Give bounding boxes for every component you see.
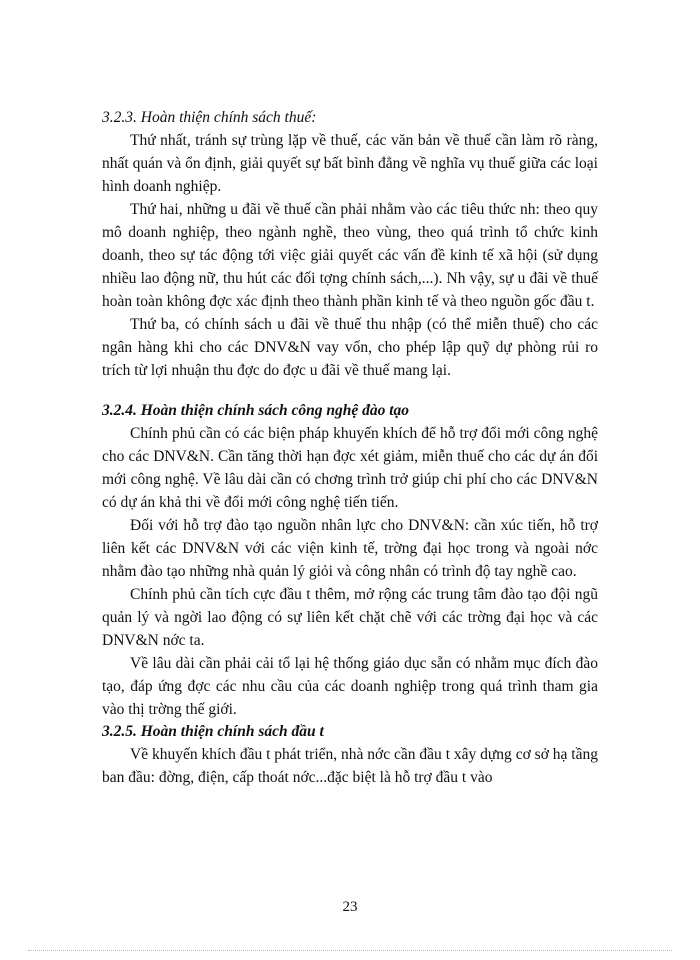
- paragraph: Thứ ba, có chính sách u đãi về thuế thu nhập (có thể miễn thuế) cho các ngân hàng khi cho các DNV&N vay vốn, cho phép lập quỹ dự phòng rủi ro trích từ lợi nhuận thu đợc do đợc u đãi về thuế mang lại.: [102, 316, 598, 379]
- paragraph: Thứ hai, những u đãi về thuế cần phải nhằm vào các tiêu thức nh: theo quy mô doanh nghiệp, theo ngành nghề, theo vùng, theo quá trình tổ chức kinh doanh, theo sự tác động tới việc giải quyết các vấn đề kinh tế xã hội (sử dụng nhiều lao động nữ, thu hút các đối tợng chính sách,...). Nh vậy, sự u đãi về thuế hoàn toàn không đợc xác định theo thành phần kinh tế và theo nguồn gốc đầu t.: [102, 201, 598, 310]
- page-content: [102, 107, 598, 789]
- paragraph: Đối với hỗ trợ đào tạo nguồn nhân lực cho DNV&N: cần xúc tiến, hỗ trợ liên kết các DNV&N với các viện kinh tế, trờng đại học trong và ngoài nớc nhằm đào tạo những nhà quản lý giỏi và công nhân có trình độ tay nghề cao.: [102, 517, 598, 580]
- paragraph: Về khuyến khích đầu t phát triển, nhà nớc cần đầu t xây dựng cơ sở hạ tầng ban đầu: đờng, điện, cấp thoát nớc...đặc biệt là hỗ trợ đầu t vào: [102, 746, 598, 786]
- paragraph: Thứ nhất, tránh sự trùng lặp về thuế, các văn bản về thuế cần làm rõ ràng, nhất quán và ổn định, giải quyết sự bất bình đẳng về nghĩa vụ thuế giữa các loại hình doanh nghiệp.: [102, 132, 598, 195]
- section-heading-3-2-5: 3.2.5. Hoàn thiện chính sách đầu t: [102, 723, 324, 740]
- bottom-divider: [28, 950, 672, 951]
- paragraph: Chính phủ cần có các biện pháp khuyến khích để hỗ trợ đổi mới công nghệ cho các DNV&N. Cần tăng thời hạn đợc xét giảm, miễn thuế cho các dự án đổi mới công nghệ. Về lâu dài cần có chơng trình trở giúp chi phí cho các DNV&N có dự án khả thi về đổi mới công nghệ tiến tiến.: [102, 425, 598, 511]
- paragraph: Chính phủ cần tích cực đầu t thêm, mở rộng các trung tâm đào tạo đội ngũ quản lý và ngời lao động có sự liên kết chặt chẽ với các trờng đại học và các DNV&N nớc ta.: [102, 586, 598, 649]
- section-gap: [102, 382, 598, 400]
- section-heading-3-2-3: 3.2.3. Hoàn thiện chính sách thuế:: [102, 109, 317, 126]
- paragraph: Về lâu dài cần phải cải tổ lại hệ thống giáo dục sẵn có nhằm mục đích đào tạo, đáp ứng đợc các nhu cầu của các doanh nghiệp trong quá trình tham gia vào thị trờng thế giới.: [102, 655, 598, 718]
- section-heading-3-2-4: 3.2.4. Hoàn thiện chính sách công nghệ đào tạo: [102, 402, 410, 419]
- page-number: 23: [342, 899, 358, 915]
